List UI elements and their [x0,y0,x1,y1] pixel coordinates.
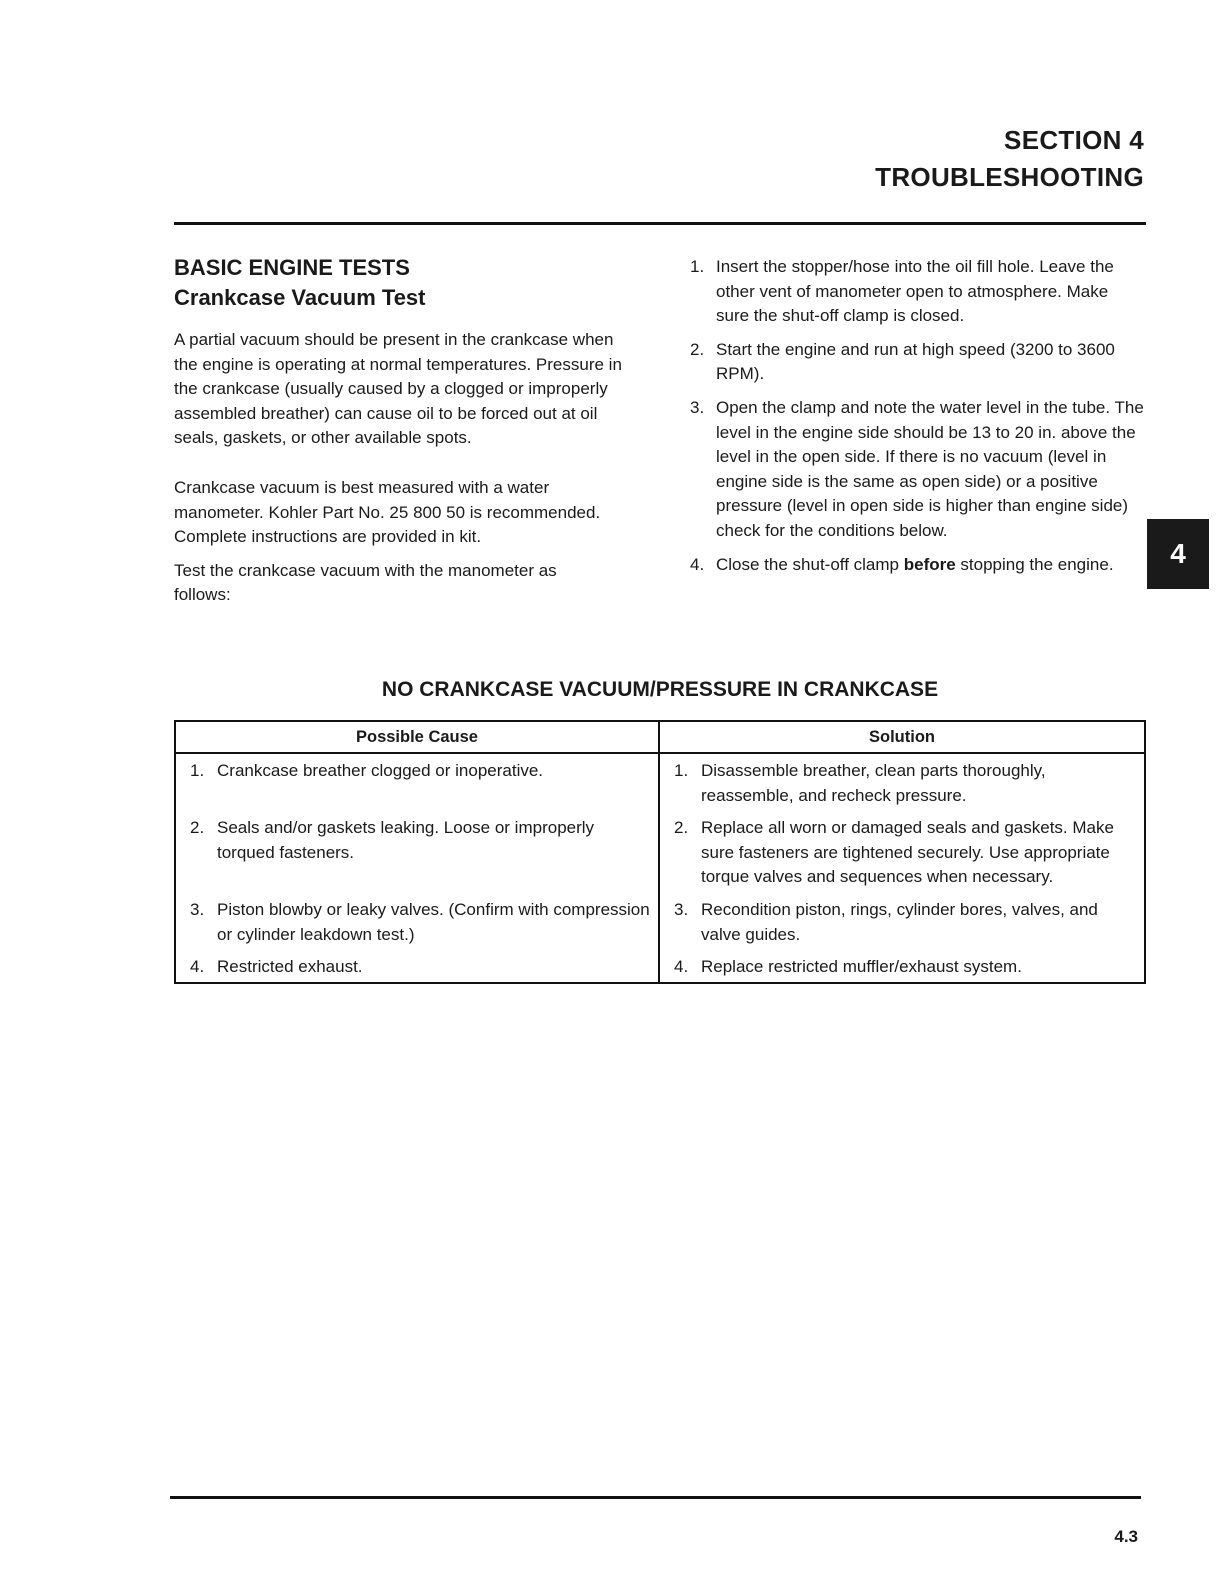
cause-cell [175,955,659,983]
cause-text: Piston blowby or leaky valves. (Confirm with compression or cylinder leakdown test.) [217,899,650,944]
solution-cell [659,955,1145,983]
heading-basic-engine-tests: BASIC ENGINE TESTS [174,255,410,280]
cause-cell [175,898,659,955]
step-item [690,338,1145,387]
cause-text: Restricted exhaust. [217,957,363,977]
step-text: Start the engine and run at high speed (3200 to 3600 RPM). [716,339,1115,384]
left-column [174,253,644,608]
cause-number: 1. [190,761,205,780]
solution-number: 1. [674,761,689,780]
solution-text: Replace all worn or damaged seals and gaskets. Make sure fasteners are tightened securely. Use appropriate torque valves and sequences when necessary. [701,818,1114,887]
table-row [175,816,1145,898]
step-text: Insert the stopper/hose into the oil fill hole. Leave the other vent of manometer open to atmosphere. Make sure the shut-off clamp is closed. [716,257,1114,326]
step-item [690,396,1145,544]
solution-cell [659,816,1145,898]
step-text-after: stopping the engine. [955,554,1114,574]
step-number: 3. [690,397,705,417]
step-item [690,255,1145,329]
page-number: 4.3 [1114,1527,1138,1546]
solution-text: Disassemble breather, clean parts thoroughly, reassemble, and recheck pressure. [701,761,1046,805]
solution-number: 4. [674,957,689,977]
solution-number: 3. [674,899,689,919]
step-number: 4. [690,554,705,574]
column-header-possible-cause: Possible Cause [175,721,659,753]
step-item [690,553,1145,578]
table-header-row [175,721,1145,753]
solution-text: Recondition piston, rings, cylinder bores, valves, and valve guides. [701,899,1098,944]
step-text-bold: before [903,554,956,574]
steps-list [690,255,1145,586]
section-label: SECTION 4 [1004,125,1144,155]
step-text-before: Close the shut-off clamp [716,554,904,574]
cause-text: Seals and/or gaskets leaking. Loose or improperly torqued fasteners. [217,818,595,862]
step-number: 1. [690,257,705,276]
troubleshooting-table [174,720,1146,984]
table-title: NO CRANKCASE VACUUM/PRESSURE IN CRANKCASE [381,678,939,701]
subheading-crankcase-vacuum-test: Crankcase Vacuum Test [174,285,426,310]
cause-cell [175,753,659,816]
step-text [716,553,1145,578]
section-tab-marker: 4 [1147,519,1209,589]
section-header [875,122,1144,196]
paragraph-intro: A partial vacuum should be present in the crankcase when the engine is operating at normal temperatures. Pressure in the crankcase (usually caused by a clogged or improperly assembled breather) can cause oil to be forced out at oil seals, gaskets, or other available spots. [174,330,622,448]
table-row [175,898,1145,955]
solution-text: Replace restricted muffler/exhaust system. [701,957,1022,977]
table-row [175,955,1145,983]
table-row [175,753,1145,816]
section-title: TROUBLESHOOTING [875,162,1144,192]
cause-cell [175,816,659,898]
solution-cell [659,753,1145,816]
solution-number: 2. [674,818,689,838]
column-header-solution: Solution [659,721,1145,753]
step-number: 2. [690,339,705,359]
paragraph-manometer: Crankcase vacuum is best measured with a water manometer. Kohler Part No. 25 800 50 is recommended. Complete instructions are provided in kit. [174,477,601,547]
cause-number: 3. [190,899,205,919]
top-rule [174,222,1146,225]
paragraph-test-instructions: Test the crankcase vacuum with the manometer as follows: [174,560,557,605]
cause-number: 4. [190,957,205,977]
bottom-rule [170,1496,1141,1499]
cause-number: 2. [190,818,205,838]
step-text: Open the clamp and note the water level in the tube. The level in the engine side should be 13 to 20 in. above the level in the open side. If there is no vacuum (level in engine side is the same as open side) or a positive pressure (level in open side is higher than engine side) check for the conditions below. [716,397,1144,540]
solution-cell [659,898,1145,955]
cause-text: Crankcase breather clogged or inoperative. [217,761,544,780]
